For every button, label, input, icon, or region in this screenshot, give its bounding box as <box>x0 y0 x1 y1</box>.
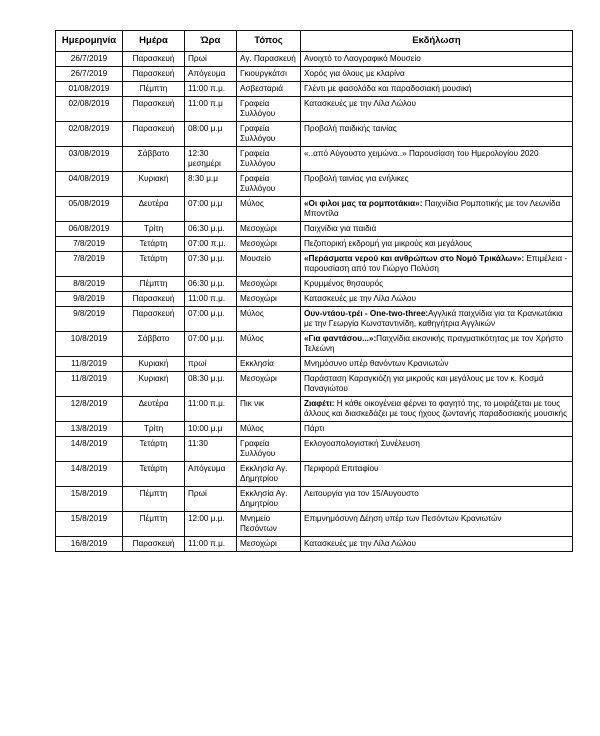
cell-event: Προβολή παιδικής ταινίας <box>301 121 573 146</box>
cell-time: 11:00 π.μ <box>185 96 237 121</box>
cell-date: 14/8/2019 <box>56 436 123 461</box>
column-header-place: Τόπος <box>237 31 301 52</box>
cell-place: Μύλος <box>237 331 301 356</box>
cell-place: Μεσοχώρι <box>237 236 301 251</box>
cell-place: Γραφεία Συλλόγου <box>237 436 301 461</box>
cell-time: 12:30 μεσημέρι <box>185 146 237 171</box>
table-row <box>56 536 573 551</box>
cell-place: Μεσοχώρι <box>237 291 301 306</box>
cell-event: Περιφορά Επιταφίου <box>301 461 573 486</box>
cell-place: Ασβεσταριά <box>237 81 301 96</box>
event-description: Η κάθε οικογένεια φέρνει το φαγητό της, το μοιράζεται με τους άλλους και διασκεδάζει με τους ήχους ζωντανής παραδοσιακής μουσικής <box>304 398 568 418</box>
cell-date: 11/8/2019 <box>56 356 123 371</box>
cell-date: 8/8/2019 <box>56 276 123 291</box>
event-title: Oυν-ντάου-τρέι - One-two-three: <box>304 308 429 318</box>
table-body <box>56 51 573 551</box>
cell-date: 01/08/2019 <box>56 81 123 96</box>
cell-date: 06/08/2019 <box>56 221 123 236</box>
cell-date: 9/8/2019 <box>56 306 123 331</box>
cell-time: 08:00 μ.μ <box>185 121 237 146</box>
cell-place: Μεσοχώρι <box>237 221 301 236</box>
cell-time: 07:00 π.μ. <box>185 236 237 251</box>
cell-date: 02/08/2019 <box>56 96 123 121</box>
cell-day: Σάββατο <box>123 331 185 356</box>
cell-day: Πέμπτη <box>123 276 185 291</box>
column-header-time: Ώρα <box>185 31 237 52</box>
column-header-date: Ημερομηνία <box>56 31 123 52</box>
cell-date: 15/8/2019 <box>56 486 123 511</box>
cell-time: Απόγευμα <box>185 461 237 486</box>
cell-time: 06:30 μ.μ. <box>185 221 237 236</box>
cell-event: Κατασκευές με την Λίλα Λώλου <box>301 536 573 551</box>
cell-event: Κατασκευές με την Λίλα Λώλου <box>301 291 573 306</box>
table-header-row <box>56 31 573 52</box>
cell-time: 11:00 π.μ. <box>185 396 237 421</box>
cell-place: Μεσοχώρι <box>237 276 301 291</box>
cell-place: Μεσοχώρι <box>237 371 301 396</box>
event-description: Παιχνίδια Ρομποτικής με τον Λεωνίδα Μποντίλα <box>304 198 561 218</box>
cell-date: 15/8/2019 <box>56 511 123 536</box>
cell-event <box>301 251 573 276</box>
cell-date: 11/8/2019 <box>56 371 123 396</box>
cell-day: Τετάρτη <box>123 236 185 251</box>
cell-event: Πεζοπορική εκδρομή για μικρούς και μεγάλους <box>301 236 573 251</box>
cell-day: Τρίτη <box>123 221 185 236</box>
cell-time: 12:00 μ.μ. <box>185 511 237 536</box>
cell-event <box>301 331 573 356</box>
cell-time: Πρωί <box>185 51 237 66</box>
cell-day: Σάββατο <box>123 146 185 171</box>
cell-time: 8:30 μ.μ <box>185 171 237 196</box>
table-row <box>56 66 573 81</box>
cell-date: 9/8/2019 <box>56 291 123 306</box>
cell-time: 11:00 π.μ. <box>185 291 237 306</box>
table-row <box>56 236 573 251</box>
table-row <box>56 331 573 356</box>
cell-place: Εκκλησία Αγ. Δημητρίου <box>237 461 301 486</box>
table-row <box>56 486 573 511</box>
cell-place: Γραφεία Συλλόγου <box>237 121 301 146</box>
cell-place: Γκιουργκάτσι <box>237 66 301 81</box>
cell-day: Παρασκευή <box>123 51 185 66</box>
table-row <box>56 251 573 276</box>
cell-event: Λειτουργία για τον 15/Αυγουστο <box>301 486 573 511</box>
table-row <box>56 221 573 236</box>
cell-place: Μουσείο <box>237 251 301 276</box>
cell-date: 13/8/2019 <box>56 421 123 436</box>
cell-time: 11:30 <box>185 436 237 461</box>
cell-event: Πάρτι <box>301 421 573 436</box>
cell-event: Παιχνίδια για παιδιά <box>301 221 573 236</box>
cell-event: Χορός για όλους με κλαρίνα <box>301 66 573 81</box>
event-description: Αγγλικά παιχνίδια για τα Κρανιωτάκια με την Γεωργία Κωνσταντινίδη, καθηγήτρια Αγγλικών <box>304 308 563 328</box>
cell-date: 04/08/2019 <box>56 171 123 196</box>
cell-date: 10/8/2019 <box>56 331 123 356</box>
cell-place: Μεσοχώρι <box>237 536 301 551</box>
cell-event: Γλέντι με φασολάδα και παραδοσιακή μουσική <box>301 81 573 96</box>
cell-day: Κυριακή <box>123 356 185 371</box>
table-row <box>56 146 573 171</box>
cell-event: Μνημόσυνο υπέρ θανόντων Κρανιωτών <box>301 356 573 371</box>
table-row <box>56 461 573 486</box>
cell-day: Δευτέρα <box>123 396 185 421</box>
cell-day: Παρασκευή <box>123 96 185 121</box>
cell-date: 7/8/2019 <box>56 251 123 276</box>
table-row <box>56 356 573 371</box>
cell-time: 07:00 μ.μ <box>185 196 237 221</box>
table-row <box>56 171 573 196</box>
cell-day: Τετάρτη <box>123 461 185 486</box>
table-row <box>56 306 573 331</box>
table-row <box>56 371 573 396</box>
cell-day: Παρασκευή <box>123 291 185 306</box>
table-row <box>56 196 573 221</box>
cell-place: Εκκλησία Αγ. Δημητρίου <box>237 486 301 511</box>
events-schedule-table <box>55 30 573 552</box>
cell-day: Πέμπτη <box>123 486 185 511</box>
cell-date: 02/08/2019 <box>56 121 123 146</box>
table-row <box>56 51 573 66</box>
table-row <box>56 291 573 306</box>
cell-day: Τετάρτη <box>123 251 185 276</box>
cell-time: 06:30 μ.μ. <box>185 276 237 291</box>
cell-date: 7/8/2019 <box>56 236 123 251</box>
table-row <box>56 421 573 436</box>
cell-day: Δευτέρα <box>123 196 185 221</box>
cell-place: Αγ. Παρασκευή <box>237 51 301 66</box>
cell-event: Επιμνημόσυνη Δέηση υπέρ των Πεσόντων Κρανιωτών <box>301 511 573 536</box>
cell-place: Πικ νικ <box>237 396 301 421</box>
cell-date: 14/8/2019 <box>56 461 123 486</box>
cell-time: Πρωί <box>185 486 237 511</box>
table-row <box>56 511 573 536</box>
cell-place: Μύλος <box>237 306 301 331</box>
column-header-day: Ημέρα <box>123 31 185 52</box>
table-row <box>56 396 573 421</box>
cell-time: 07:00 μ.μ. <box>185 331 237 356</box>
cell-day: Πέμπτη <box>123 511 185 536</box>
cell-day: Τρίτη <box>123 421 185 436</box>
event-title: «Οι φιλοι μας τα ρομποτάκια»: <box>304 198 423 208</box>
cell-place: Γραφεία Συλλόγου <box>237 96 301 121</box>
cell-event: Προβολή ταινίας για ενήλικες <box>301 171 573 196</box>
table-row <box>56 436 573 461</box>
cell-place: Εκκλησία <box>237 356 301 371</box>
cell-event: «..από Αύγουστο χειμώνα..» Παρουσίαση του Ημερολογίου 2020 <box>301 146 573 171</box>
cell-place: Μύλος <box>237 421 301 436</box>
cell-place: Μύλος <box>237 196 301 221</box>
cell-date: 26/7/2019 <box>56 66 123 81</box>
cell-day: Παρασκευή <box>123 536 185 551</box>
event-title: Ζιαφέτι: <box>304 398 335 408</box>
cell-date: 05/08/2019 <box>56 196 123 221</box>
cell-date: 16/8/2019 <box>56 536 123 551</box>
cell-event: Κατασκευές με την Λίλα Λώλου <box>301 96 573 121</box>
cell-time: 07:00 μ.μ. <box>185 306 237 331</box>
cell-place: Γραφεία Συλλόγου <box>237 171 301 196</box>
cell-day: Κυριακή <box>123 371 185 396</box>
cell-time: Απόγευμα <box>185 66 237 81</box>
cell-event: Εκλογοαπολογιστική Συνέλευση <box>301 436 573 461</box>
cell-event: Παράσταση Καραγκιόζη για μικρούς και μεγάλους με τον κ. Κοσμά Παναγιώτου <box>301 371 573 396</box>
cell-day: Παρασκευή <box>123 121 185 146</box>
cell-day: Παρασκευή <box>123 306 185 331</box>
cell-day: Παρασκευή <box>123 66 185 81</box>
cell-date: 12/8/2019 <box>56 396 123 421</box>
cell-event <box>301 196 573 221</box>
column-header-event: Εκδήλωση <box>301 31 573 52</box>
cell-event <box>301 396 573 421</box>
event-title: «Περάσματα νερού και ανθρώπων στο Νομό Τρικάλων»: <box>304 253 525 263</box>
cell-date: 26/7/2019 <box>56 51 123 66</box>
table-row <box>56 96 573 121</box>
cell-event <box>301 306 573 331</box>
cell-time: 07:30 μ.μ. <box>185 251 237 276</box>
table-row <box>56 276 573 291</box>
cell-event: Ανοιχτό το Λαογραφικό Μουσείο <box>301 51 573 66</box>
event-description: Παιχνίδια εικονικής πραγματικότητας με τον Χρήστο Τελεώνη <box>304 333 564 353</box>
cell-day: Πέμπτη <box>123 81 185 96</box>
cell-place: Μνημείο Πεσόντων <box>237 511 301 536</box>
cell-place: Γραφεία Συλλόγου <box>237 146 301 171</box>
table-row <box>56 121 573 146</box>
cell-date: 03/08/2019 <box>56 146 123 171</box>
cell-time: 11:00 π.μ. <box>185 536 237 551</box>
event-description: Επιμέλεια - παρουσίαση από τον Γιώργο Πολύση <box>304 253 568 273</box>
event-title: «Για φαντάσου...»: <box>304 333 377 343</box>
cell-time: 10:00 μ.μ <box>185 421 237 436</box>
cell-time: 11:00 π.μ. <box>185 81 237 96</box>
cell-event: Κρυμμένος θησαυρός <box>301 276 573 291</box>
table-row <box>56 81 573 96</box>
cell-day: Κυριακή <box>123 171 185 196</box>
cell-time: πρωί <box>185 356 237 371</box>
cell-time: 08:30 μ.μ. <box>185 371 237 396</box>
cell-day: Τετάρτη <box>123 436 185 461</box>
